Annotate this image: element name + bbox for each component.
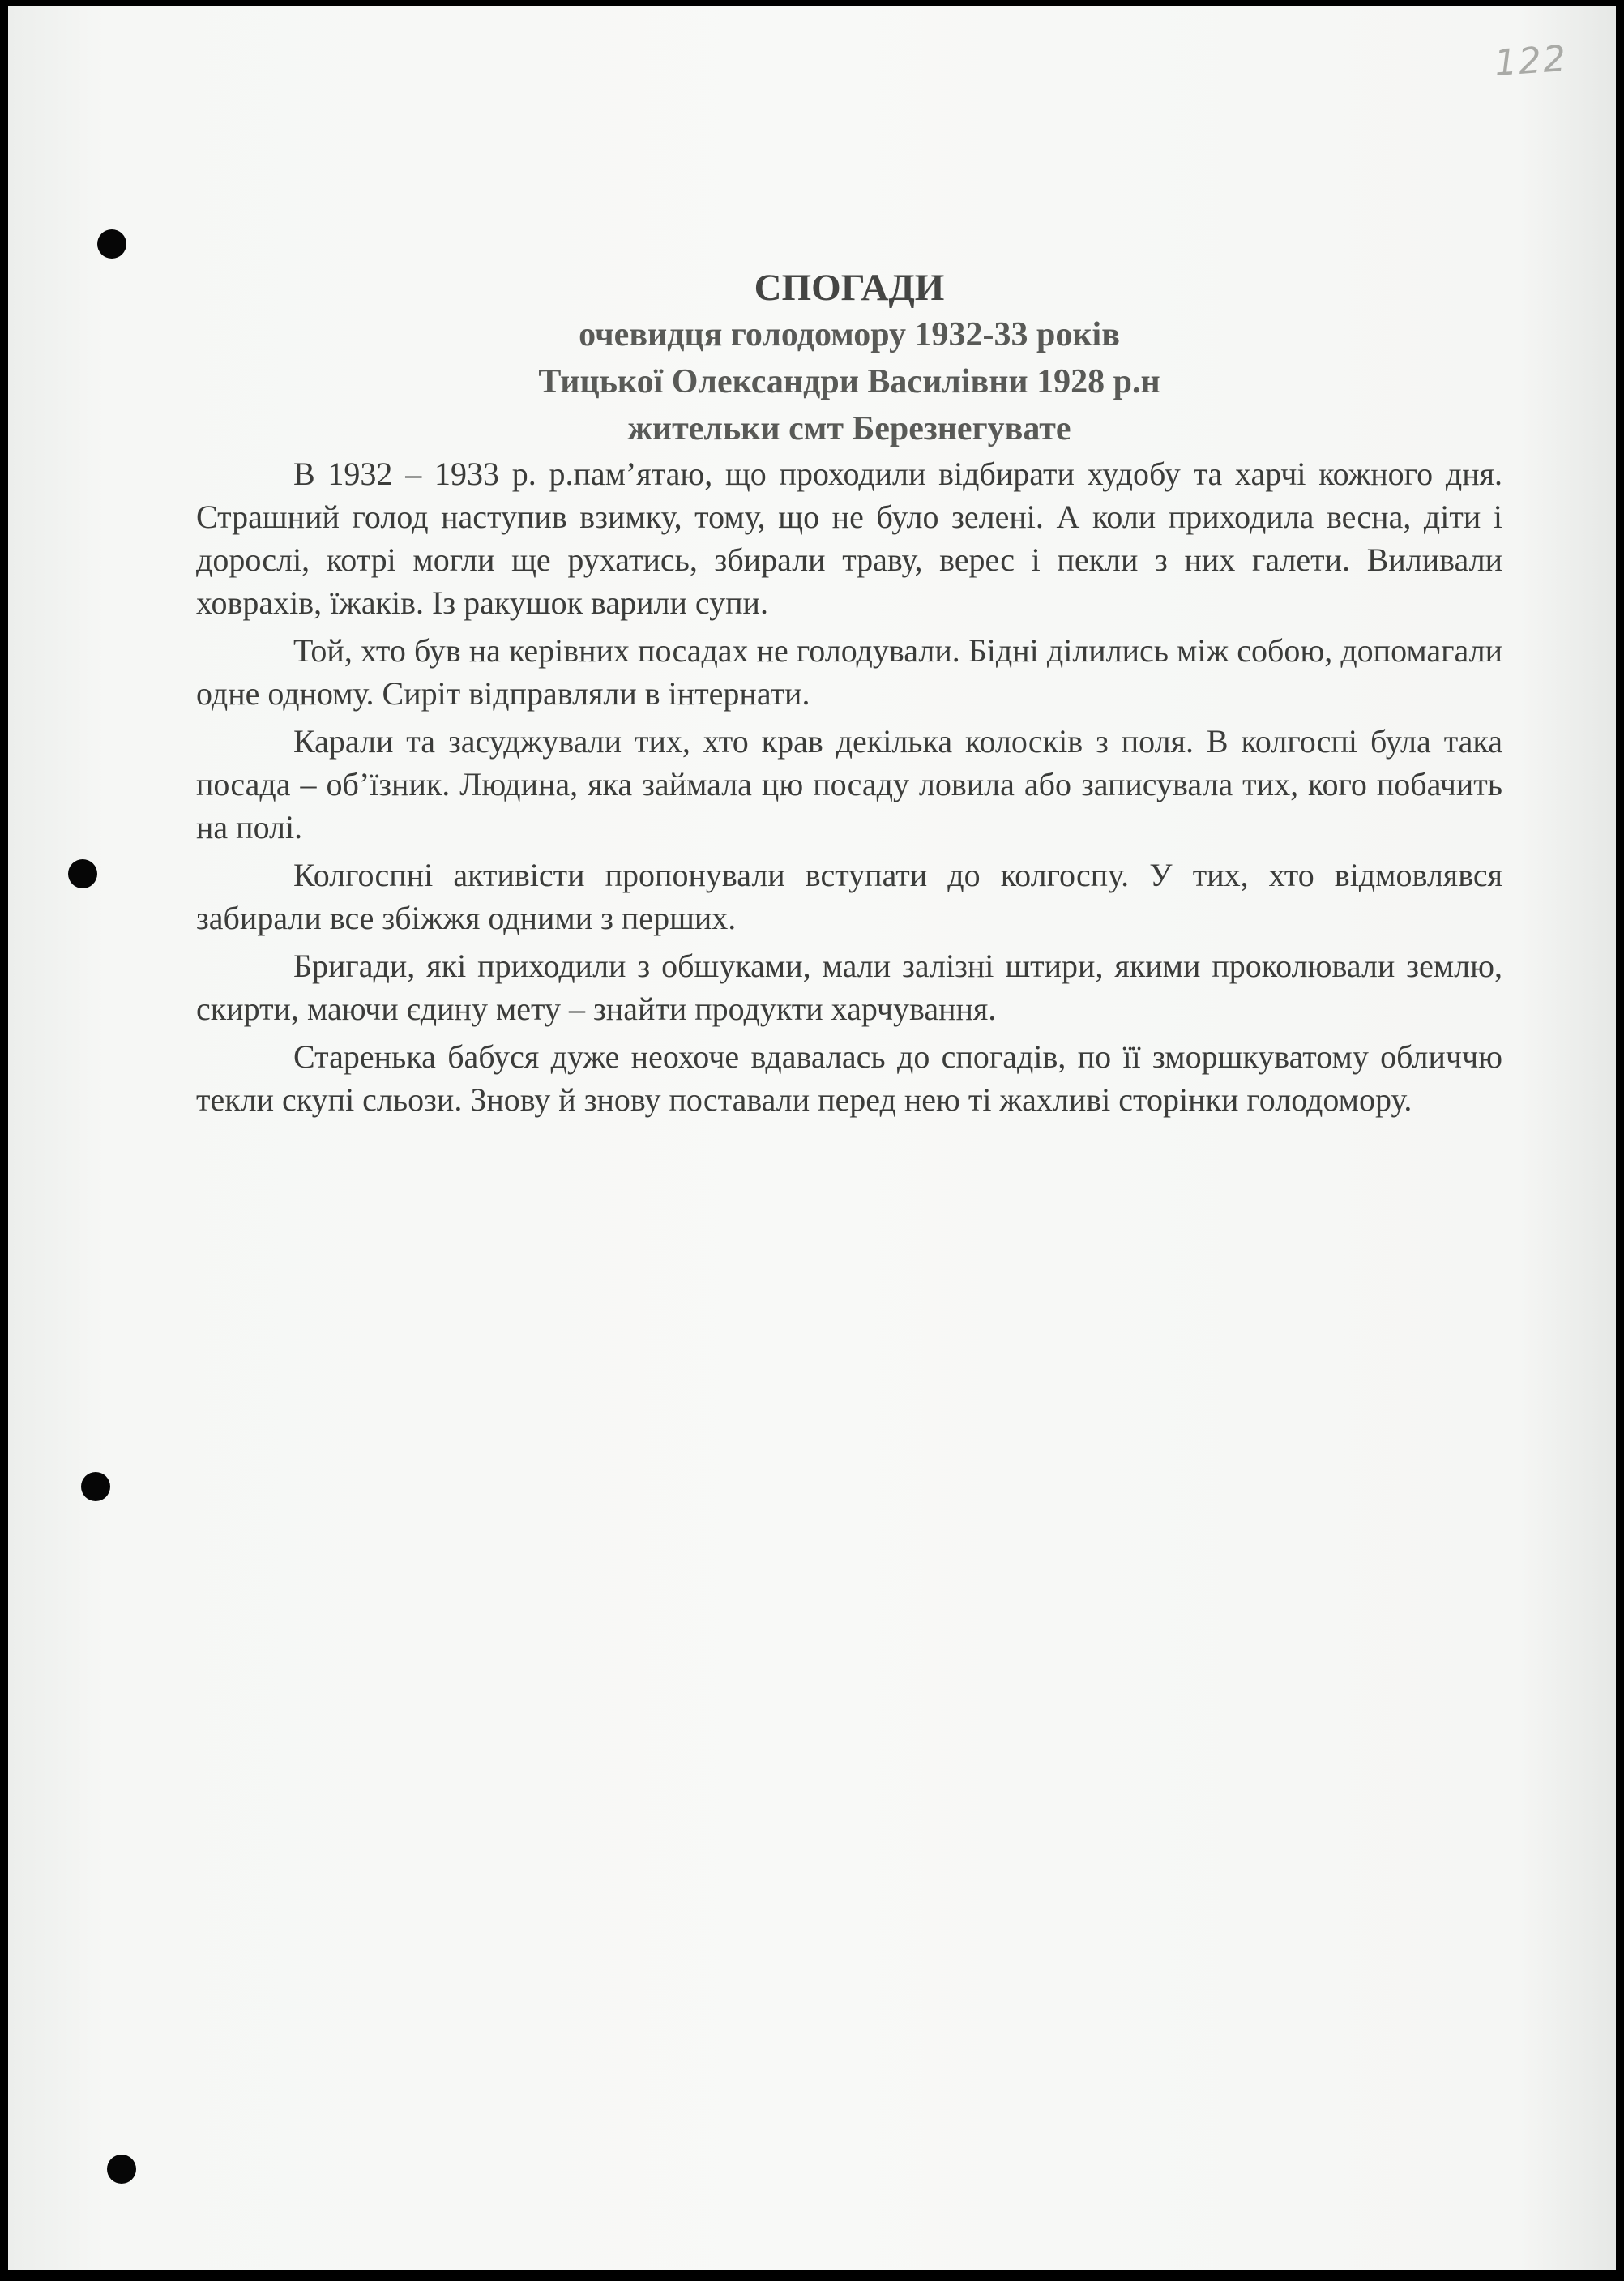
paragraph: Карали та засуджували тих, хто крав декілька колосків з поля. В колгоспі була така посада – об’їзник. Людина, яка займала цю посаду ловила або записувала тих, кого побачить на полі. bbox=[196, 723, 1502, 845]
document-page bbox=[8, 6, 1616, 2270]
memoir-text bbox=[196, 264, 1502, 1121]
paragraph: В 1932 – 1933 р. р.пам’ятаю, що проходили відбирати худобу та харчі кожного дня. Страшний голод наступив взимку, тому, що не було зелені. А коли приходила весна, діти і дорослі, котрі могли ще рухатись, збирали траву, верес і пекли з них галети. Виливали ховрахів, їжаків. Із ракушок варили супи. bbox=[196, 456, 1502, 621]
paragraph: Колгоспні активісти пропонували вступати до колгоспу. У тих, хто відмовлявся забирали все збіжжя одними з перших. bbox=[196, 857, 1502, 936]
document-title: СПОГАДИ bbox=[754, 267, 945, 309]
punch-hole-2 bbox=[68, 859, 97, 888]
paragraph: Той, хто був на керівних посадах не голодували. Бідні ділились між собою, допомагали одне одному. Сиріт відправляли в інтернати. bbox=[196, 632, 1502, 712]
subtitle-line-1: очевидця голодомору 1932-33 років bbox=[579, 316, 1120, 353]
punch-hole-4 bbox=[107, 2155, 136, 2184]
paragraph: Старенька бабуся дуже неохоче вдавалась до спогадів, по її зморшкуватому обличчю текли скупі сльози. Знову й знову поставали перед нею ті жахливі сторінки голодомору. bbox=[196, 1038, 1502, 1118]
paragraph: Бригади, які приходили з обшуками, мали залізні штири, якими проколювали землю, скирти, маючи єдину мету – знайти продукти харчування. bbox=[196, 948, 1502, 1027]
subtitle-line-2: Тицької Олександри Василівни 1928 р.н bbox=[538, 363, 1160, 400]
punch-hole-3 bbox=[81, 1472, 110, 1501]
punch-hole-1 bbox=[97, 229, 126, 259]
subtitle-line-3: жительки смт Березнегувате bbox=[627, 410, 1071, 447]
archive-page-number: 122 bbox=[1493, 37, 1569, 85]
